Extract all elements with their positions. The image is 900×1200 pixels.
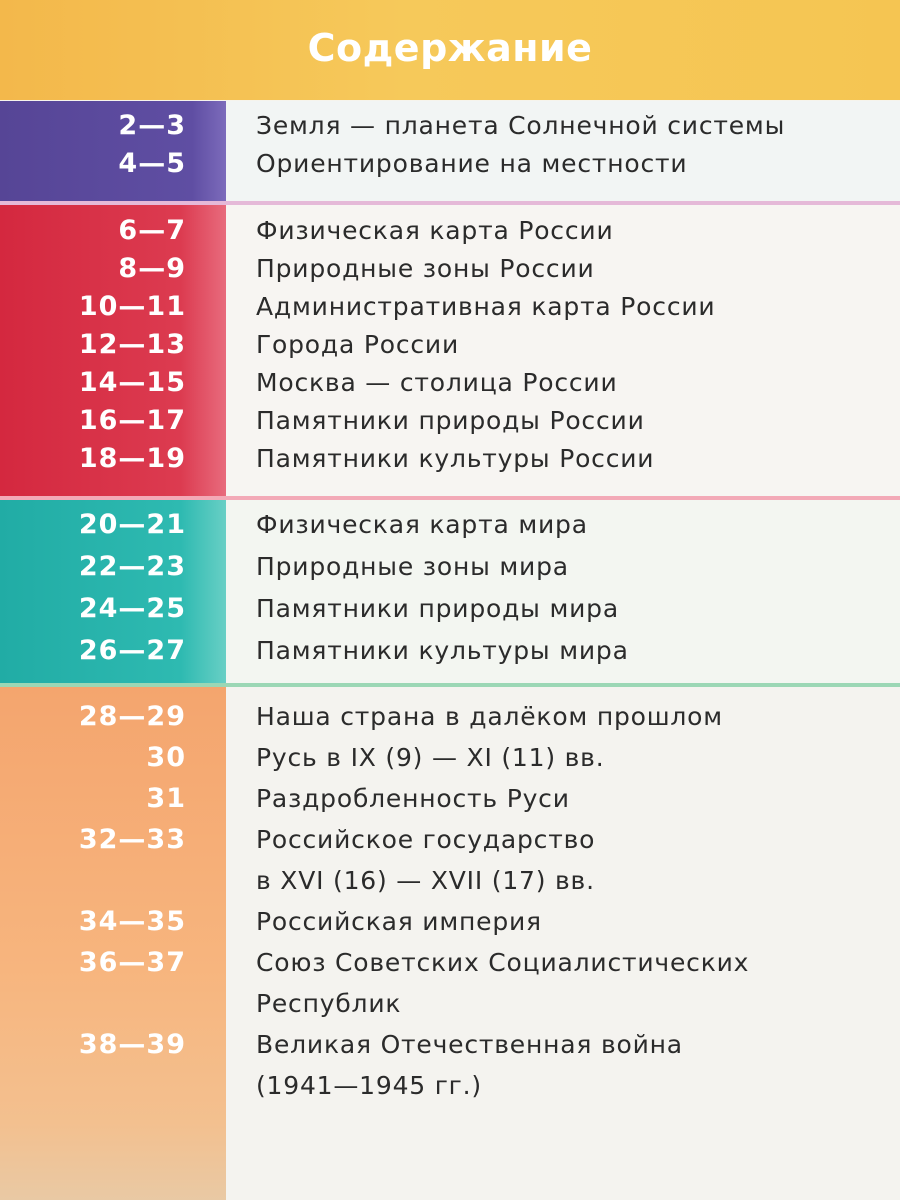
page-range[interactable]: 20—21 [78,509,186,540]
topic-title[interactable]: Раздробленность Руси [256,784,570,813]
page-range[interactable]: 38—39 [78,1029,186,1060]
page-title: Содержание [307,26,593,70]
page-range[interactable]: 32—33 [78,824,186,855]
topic-title[interactable]: Физическая карта мира [256,510,588,539]
page-range[interactable]: 22—23 [78,551,186,582]
topic-title[interactable]: Памятники культуры мира [256,636,629,665]
page-range[interactable]: 4—5 [118,148,186,179]
page-range[interactable]: 26—27 [78,635,186,666]
topic-title[interactable]: Русь в IX (9) — XI (11) вв. [256,743,605,772]
topic-title[interactable]: Ориентирование на местности [256,149,688,178]
header-banner [0,0,900,100]
page-range[interactable]: 24—25 [78,593,186,624]
section-history [0,687,900,1200]
topic-title[interactable]: Республик [256,989,402,1018]
section-space [0,101,900,201]
page-range[interactable]: 6—7 [118,215,186,246]
topic-title[interactable]: Москва — столица России [256,368,618,397]
topic-title[interactable]: Памятники культуры России [256,444,655,473]
page-range[interactable]: 8—9 [118,253,186,284]
topic-title[interactable]: Города России [256,330,460,359]
section-world [0,500,900,683]
page-range[interactable]: 30 [146,742,186,773]
topic-title[interactable]: Природные зоны мира [256,552,569,581]
page-range[interactable]: 16—17 [78,405,186,436]
page-range[interactable]: 2—3 [118,110,186,141]
topic-title[interactable]: (1941—1945 гг.) [256,1071,482,1100]
topic-title[interactable]: Памятники природы мира [256,594,619,623]
topic-title[interactable]: Земля — планета Солнечной системы [256,111,786,140]
page-range[interactable]: 28—29 [78,701,186,732]
topic-title[interactable]: Российское государство [256,825,596,854]
topic-title[interactable]: Союз Советских Социалистических [256,948,750,977]
page-range[interactable]: 18—19 [78,443,186,474]
topic-title[interactable]: Великая Отечественная война [256,1030,683,1059]
page-range[interactable]: 36—37 [78,947,186,978]
topic-title[interactable]: Природные зоны России [256,254,595,283]
page-range[interactable]: 12—13 [78,329,186,360]
page-range[interactable]: 10—11 [78,291,186,322]
topic-title[interactable]: Административная карта России [256,292,716,321]
topic-title[interactable]: Наша страна в далёком прошлом [256,702,723,731]
page-range[interactable]: 31 [146,783,186,814]
topic-title[interactable]: Российская империя [256,907,542,936]
topic-title[interactable]: в XVI (16) — XVII (17) вв. [256,866,595,895]
topic-title[interactable]: Памятники природы России [256,406,645,435]
topic-title[interactable]: Физическая карта России [256,216,614,245]
page-range[interactable]: 34—35 [78,906,186,937]
section-russia [0,205,900,496]
page-range[interactable]: 14—15 [78,367,186,398]
